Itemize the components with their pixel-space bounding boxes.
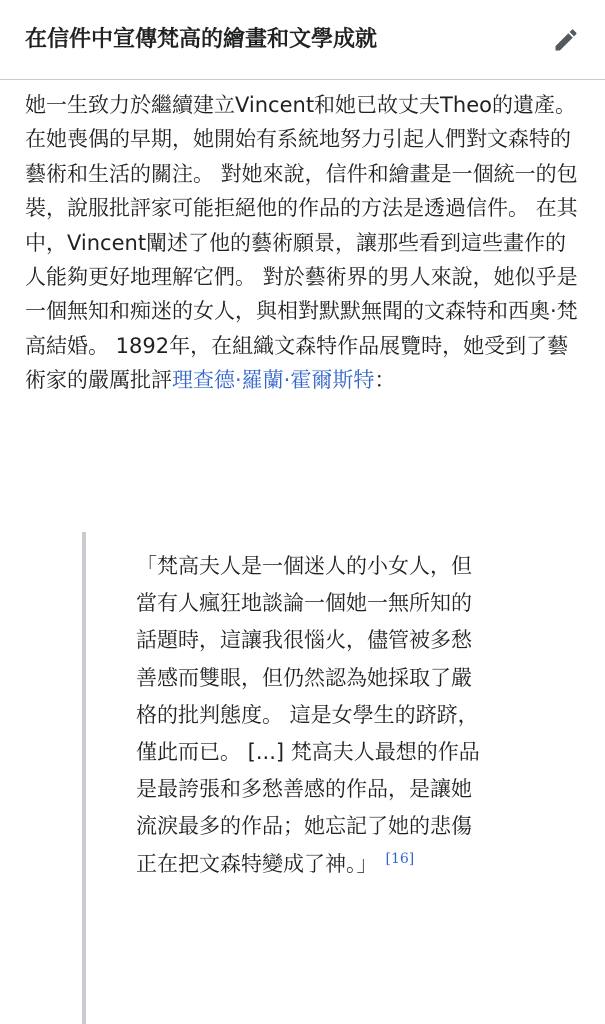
quote-body: 「梵高夫人是一個迷人的小女人，但當有人瘋狂地談論一個她一無所知的話題時，這讓我很惱火，儘管被多愁善感而雙眼，但仍然認為她採取了嚴格的批判態度。 這是女學生的跻跻，僅此而已。 [...] 梵高夫人最想的作品是最誇張和多愁善感的作品，是讓她流淚最多的作品；她忘記了她的悲傷正在把文森特變成了神。」 bbox=[136, 554, 480, 876]
section-title: 在信件中宣傳梵高的繪畫和文學成就 bbox=[25, 27, 378, 52]
blockquote bbox=[82, 532, 492, 1024]
paragraph-text: 她一生致力於繼續建立Vincent和她已故丈夫Theo的遺產。 在她喪偶的早期，她開始有系統地努力引起人們對文森特的藝術和生活的關注。 對她來說，信件和繪畫是一個統一的包裝，說服批評家可能拒絕他的作品的方法是透過信件。 在其中，Vincent闡述了他的藝術願景，讓那些看到這些畫作的人能夠更好地理解它們。 對於藝術界的男人來說，她似乎是一個無知和痴迷的女人，與相對默默無聞的文森特和西奧·梵高結婚。 1892年，在組織文森特作品展覽時，她受到了藝術家的嚴厲批評 bbox=[25, 93, 578, 393]
quote-text bbox=[136, 548, 486, 883]
body-paragraph bbox=[25, 88, 585, 398]
paragraph-trailing: ： bbox=[374, 368, 396, 393]
section-header bbox=[0, 0, 605, 80]
reference-link[interactable]: [16] bbox=[385, 850, 415, 867]
pencil-icon[interactable] bbox=[552, 26, 580, 54]
person-link[interactable]: 理查德·羅蘭·霍爾斯特 bbox=[172, 368, 375, 393]
